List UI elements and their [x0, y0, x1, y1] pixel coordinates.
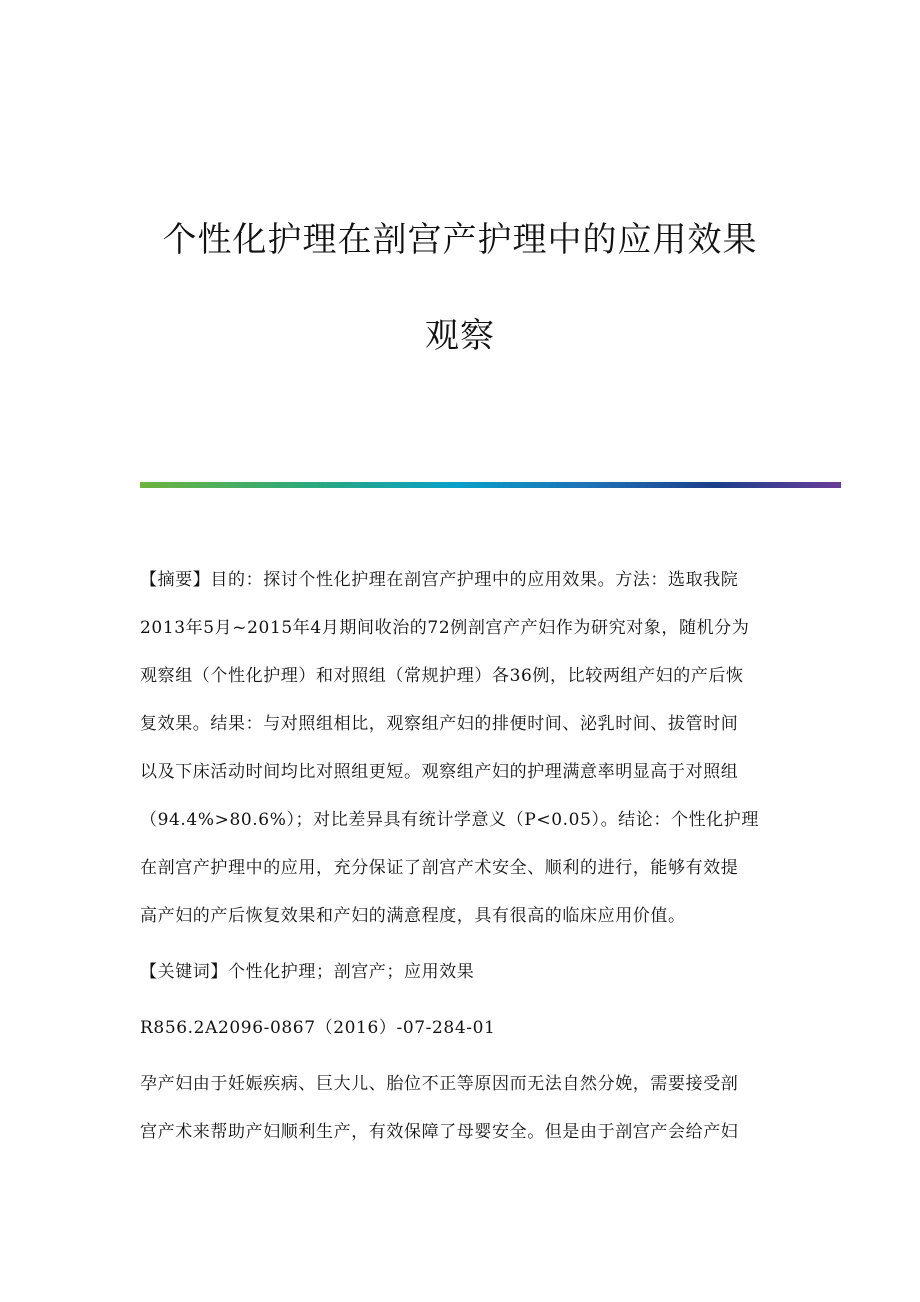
document-title-line-2: 观察: [425, 316, 495, 356]
abstract-line: 在剖宫产护理中的应用，充分保证了剖宫产术安全、顺利的进行，能够有效提: [140, 858, 739, 878]
document-title-line-1: 个性化护理在剖宫产护理中的应用效果: [162, 220, 758, 260]
body-line: 孕产妇由于妊娠疾病、巨大儿、胎位不正等原因而无法自然分娩，需要接受剖: [140, 1074, 739, 1094]
keywords: 【关键词】个性化护理；剖宫产；应用效果: [140, 962, 475, 982]
gradient-divider: [140, 482, 841, 488]
abstract-line: 【摘要】目的：探讨个性化护理在剖宫产护理中的应用效果。方法：选取我院: [140, 570, 739, 590]
abstract-line: （94.4%>80.6%）；对比差异具有统计学意义（P<0.05）。结论：个性化护理: [140, 810, 759, 830]
abstract-line: 观察组（个性化护理）和对照组（常规护理）各36例，比较两组产妇的产后恢: [140, 666, 744, 686]
classification-code: R856.2A2096-0867（2016）-07-284-01: [140, 1018, 496, 1038]
abstract-line: 复效果。结果：与对照组相比，观察组产妇的排便时间、泌乳时间、拔管时间: [140, 714, 739, 734]
abstract-line: 2013年5月~2015年4月期间收治的72例剖宫产产妇作为研究对象，随机分为: [140, 618, 750, 638]
abstract-line: 以及下床活动时间均比对照组更短。观察组产妇的护理满意率明显高于对照组: [140, 762, 739, 782]
abstract-line: 高产妇的产后恢复效果和产妇的满意程度，具有很高的临床应用价值。: [140, 906, 686, 926]
body-line: 宫产术来帮助产妇顺利生产，有效保障了母婴安全。但是由于剖宫产会给产妇: [140, 1122, 739, 1142]
